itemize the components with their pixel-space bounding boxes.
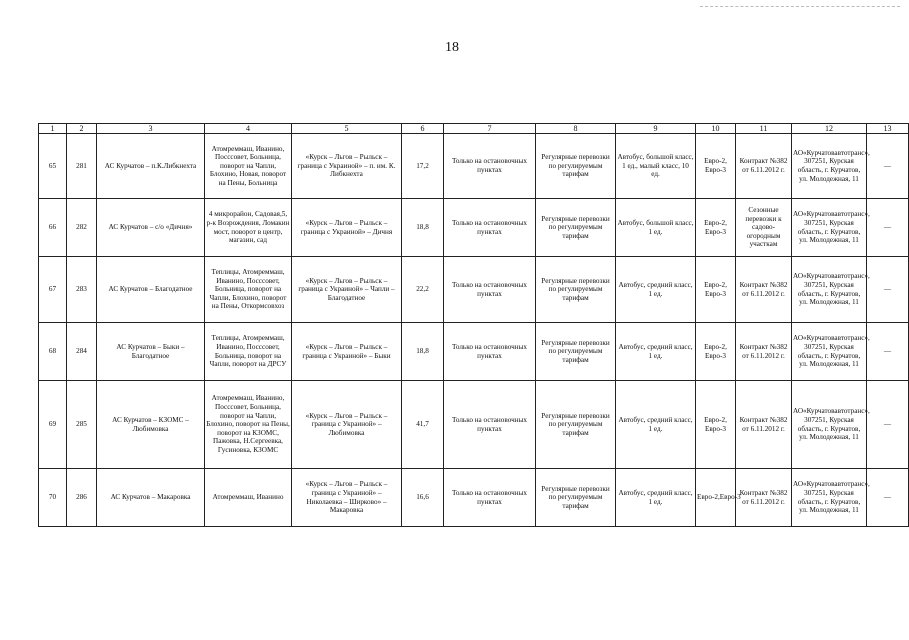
transport-type: Регулярные перевозки по регулируемым тарифам (536, 134, 616, 199)
column-header: 6 (402, 124, 444, 134)
column-header: 12 (792, 124, 867, 134)
carrier: АО«Курчатовавтотранс», 307251, Курская область, г. Курчатов, ул. Молодежная, 11 (792, 381, 867, 469)
extra-field: — (867, 323, 909, 381)
route-name: АС Курчатов – п.К.Либкнехта (97, 134, 205, 199)
route-name: АС Курчатов – КЗОМС – Любимовка (97, 381, 205, 469)
eco-class: Евро-2, Евро-3 (696, 257, 736, 323)
column-header: 8 (536, 124, 616, 134)
column-header: 5 (292, 124, 402, 134)
table-row (39, 469, 909, 527)
vehicles: Автобус, средний класс, 1 ед. (616, 257, 696, 323)
route-length: 41,7 (402, 381, 444, 469)
row-number: 67 (39, 257, 67, 323)
extra-field: — (867, 381, 909, 469)
vehicles: Автобус, средний класс, 1 ед. (616, 381, 696, 469)
intermediate-stops: Атомреммаш, Иванино, Посссовет, Больница, поворот на Чапли, Блохино, поворот на Пены, поворот на КЗОМС, Пажовка, Н.Сергеевка, Гусиновка, КЗОМС (205, 381, 292, 469)
table-row (39, 134, 909, 199)
column-header: 3 (97, 124, 205, 134)
carrier: АО«Курчатовавтотранс», 307251, Курская область, г. Курчатов, ул. Молодежная, 11 (792, 199, 867, 257)
route-name: АС Курчатов – с/о «Дичня» (97, 199, 205, 257)
intermediate-stops: Теплицы, Атомреммаш, Иванино, Посссовет, Больница, поворот на Чапли, поворот на ДРСУ (205, 323, 292, 381)
route-streets: «Курск – Льгов – Рыльск – граница с Украиной» – Быки (292, 323, 402, 381)
route-streets: «Курск – Льгов – Рыльск – граница с Украиной» – Дичня (292, 199, 402, 257)
transport-type: Регулярные перевозки по регулируемым тарифам (536, 323, 616, 381)
extra-field: — (867, 257, 909, 323)
transport-type: Регулярные перевозки по регулируемым тарифам (536, 469, 616, 527)
column-header: 4 (205, 124, 292, 134)
eco-class: Евро-2, Евро-3 (696, 199, 736, 257)
route-streets: «Курск – Льгов – Рыльск – граница с Украиной» – Чапли – Благодатное (292, 257, 402, 323)
route-length: 17,2 (402, 134, 444, 199)
route-length: 16,6 (402, 469, 444, 527)
stop-order: Только на остановочных пунктах (444, 469, 536, 527)
column-header: 7 (444, 124, 536, 134)
intermediate-stops: Атомреммаш, Иванино (205, 469, 292, 527)
route-name: АС Курчатов – Благодатное (97, 257, 205, 323)
column-header: 13 (867, 124, 909, 134)
carrier: АО«Курчатовавтотранс», 307251, Курская область, г. Курчатов, ул. Молодежная, 11 (792, 257, 867, 323)
route-number: 285 (67, 381, 97, 469)
table-row (39, 257, 909, 323)
vehicles: Автобус, большой класс, 1 ед., малый класс, 10 ед. (616, 134, 696, 199)
contract: Контракт №382 от 6.11.2012 г. (736, 469, 792, 527)
route-number: 284 (67, 323, 97, 381)
column-header: 10 (696, 124, 736, 134)
contract: Контракт №382 от 6.11.2012 г. (736, 134, 792, 199)
stop-order: Только на остановочных пунктах (444, 323, 536, 381)
transport-type: Регулярные перевозки по регулируемым тарифам (536, 199, 616, 257)
table-header-row (39, 124, 909, 134)
vehicles: Автобус, большой класс, 1 ед. (616, 199, 696, 257)
route-length: 18,8 (402, 199, 444, 257)
carrier: АО«Курчатовавтотранс», 307251, Курская область, г. Курчатов, ул. Молодежная, 11 (792, 323, 867, 381)
route-number: 283 (67, 257, 97, 323)
extra-field: — (867, 134, 909, 199)
contract: Контракт №382 от 6.11.2012 г. (736, 257, 792, 323)
contract: Контракт №382 от 6.11.2012 г. (736, 381, 792, 469)
vehicles: Автобус, средний класс, 1 ед. (616, 469, 696, 527)
intermediate-stops: Атомреммаш, Иванино, Посссовет, Больница, поворот на Чапли, Блохино, Новая, поворот на Пены, Больница (205, 134, 292, 199)
eco-class: Евро-2, Евро-3 (696, 323, 736, 381)
intermediate-stops: Теплицы, Атомреммаш, Иванино, Посссовет, Больница, поворот на Чапли, Блохино, поворот на Пены, Откормсовхоз (205, 257, 292, 323)
row-number: 65 (39, 134, 67, 199)
stop-order: Только на остановочных пунктах (444, 381, 536, 469)
table-row (39, 323, 909, 381)
route-number: 286 (67, 469, 97, 527)
page-number: 18 (445, 40, 459, 55)
transport-type: Регулярные перевозки по регулируемым тарифам (536, 257, 616, 323)
vehicles: Автобус, средний класс, 1 ед. (616, 323, 696, 381)
row-number: 68 (39, 323, 67, 381)
top-edge-rule (700, 6, 900, 7)
route-length: 18,8 (402, 323, 444, 381)
stop-order: Только на остановочных пунктах (444, 257, 536, 323)
stop-order: Только на остановочных пунктах (444, 199, 536, 257)
stop-order: Только на остановочных пунктах (444, 134, 536, 199)
carrier: АО«Курчатовавтотранс», 307251, Курская область, г. Курчатов, ул. Молодежная, 11 (792, 469, 867, 527)
eco-class: Евро-2,Евро-3 (696, 469, 736, 527)
eco-class: Евро-2, Евро-3 (696, 381, 736, 469)
extra-field: — (867, 469, 909, 527)
row-number: 70 (39, 469, 67, 527)
route-number: 282 (67, 199, 97, 257)
intermediate-stops: 4 микрорайон, Садовая,5, р-к Возрождения, Ломакин мост, поворот в центр, магазин, сад (205, 199, 292, 257)
column-header: 1 (39, 124, 67, 134)
table-row (39, 381, 909, 469)
table-row (39, 199, 909, 257)
route-streets: «Курск – Льгов – Рыльск – граница с Украиной» – п. им. К. Либкнехта (292, 134, 402, 199)
eco-class: Евро-2, Евро-3 (696, 134, 736, 199)
row-number: 69 (39, 381, 67, 469)
route-streets: «Курск – Льгов – Рыльск – граница с Украиной» – Николаевка – Ширково» – Макаровка (292, 469, 402, 527)
route-name: АС Курчатов – Макаровка (97, 469, 205, 527)
route-name: АС Курчатов – Быки – Благодатное (97, 323, 205, 381)
route-length: 22,2 (402, 257, 444, 323)
route-number: 281 (67, 134, 97, 199)
carrier: АО«Курчатовавтотранс», 307251, Курская область, г. Курчатов, ул. Молодежная, 11 (792, 134, 867, 199)
extra-field: — (867, 199, 909, 257)
route-register-table (38, 123, 909, 527)
row-number: 66 (39, 199, 67, 257)
column-header: 9 (616, 124, 696, 134)
route-streets: «Курск – Льгов – Рыльск – граница с Украиной» – Любимовка (292, 381, 402, 469)
contract: Контракт №382 от 6.11.2012 г. (736, 323, 792, 381)
transport-type: Регулярные перевозки по регулируемым тарифам (536, 381, 616, 469)
contract: Сезонные перевозки к садово-огородным участкам (736, 199, 792, 257)
column-header: 2 (67, 124, 97, 134)
column-header: 11 (736, 124, 792, 134)
